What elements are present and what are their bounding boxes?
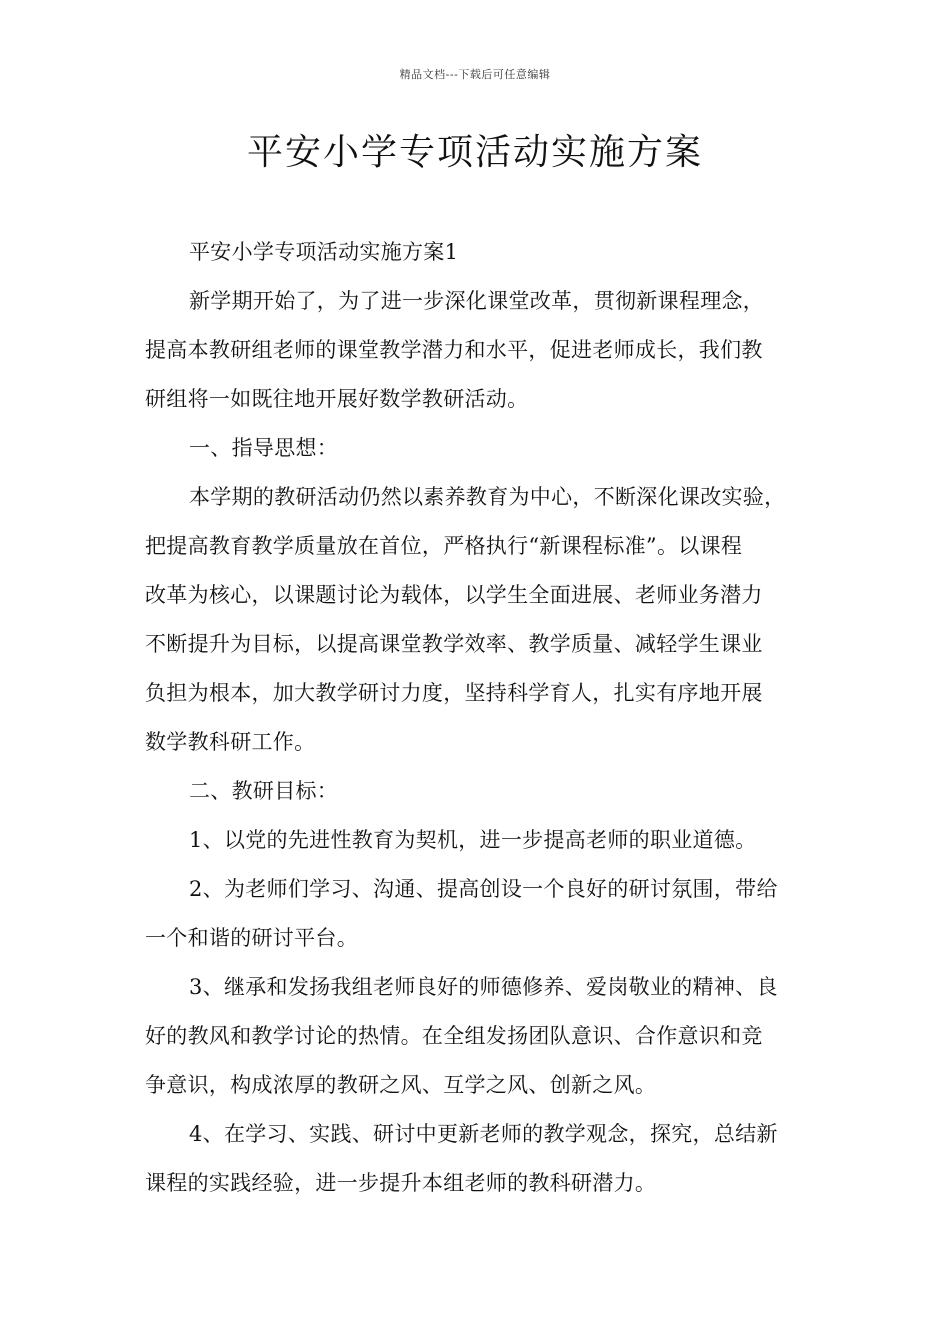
body-line: 负担为根本，加大教学研讨力度，坚持科学育人，扎实有序地开展 bbox=[145, 681, 763, 705]
body-line: 研组将一如既往地开展好数学教研活动。 bbox=[145, 387, 529, 411]
body-line: 新学期开始了，为了进一步深化课堂改革，贯彻新课程理念， bbox=[189, 289, 765, 313]
body-line: 好的教风和教学讨论的热情。在全组发扬团队意识、合作意识和竞 bbox=[145, 1024, 763, 1048]
body-line: 争意识，构成浓厚的教研之风、互学之风、创新之风。 bbox=[145, 1073, 657, 1097]
body-line: 提高本教研组老师的课堂教学潜力和水平，促进老师成长，我们教 bbox=[145, 338, 763, 362]
list-item: 4、在学习、实践、研讨中更新老师的教学观念，探究，总结新 bbox=[189, 1122, 778, 1146]
body-line: 把提高教育教学质量放在首位，严格执行“新课程标准”。以课程 bbox=[145, 534, 743, 558]
body-line: 一个和谐的研讨平台。 bbox=[145, 926, 358, 950]
body-line: 本学期的教研活动仍然以素养教育为中心，不断深化课改实验， bbox=[189, 485, 786, 509]
list-item: 1、以党的先进性教育为契机，进一步提高老师的职业道德。 bbox=[189, 828, 757, 852]
body-line: 平安小学专项活动实施方案1 bbox=[189, 240, 459, 264]
section-heading: 二、教研目标： bbox=[189, 779, 339, 803]
list-item: 3、继承和发扬我组老师良好的师德修养、爱岗敬业的精神、良 bbox=[189, 975, 778, 999]
list-item: 2、为老师们学习、沟通、提高创设一个良好的研讨氛围，带给 bbox=[189, 877, 778, 901]
body-line: 课程的实践经验，进一步提升本组老师的教科研潜力。 bbox=[145, 1171, 657, 1195]
header-note: 精品文档---下载后可任意编辑 bbox=[399, 68, 551, 81]
body-line: 不断提升为目标，以提高课堂教学效率、教学质量、减轻学生课业 bbox=[145, 632, 763, 656]
document-body bbox=[145, 228, 825, 1208]
document-title: 平安小学专项活动实施方案 bbox=[246, 132, 703, 173]
body-line: 数学教科研工作。 bbox=[145, 730, 316, 754]
section-heading: 一、指导思想： bbox=[189, 436, 339, 460]
body-line: 改革为核心，以课题讨论为载体，以学生全面进展、老师业务潜力 bbox=[145, 583, 763, 607]
